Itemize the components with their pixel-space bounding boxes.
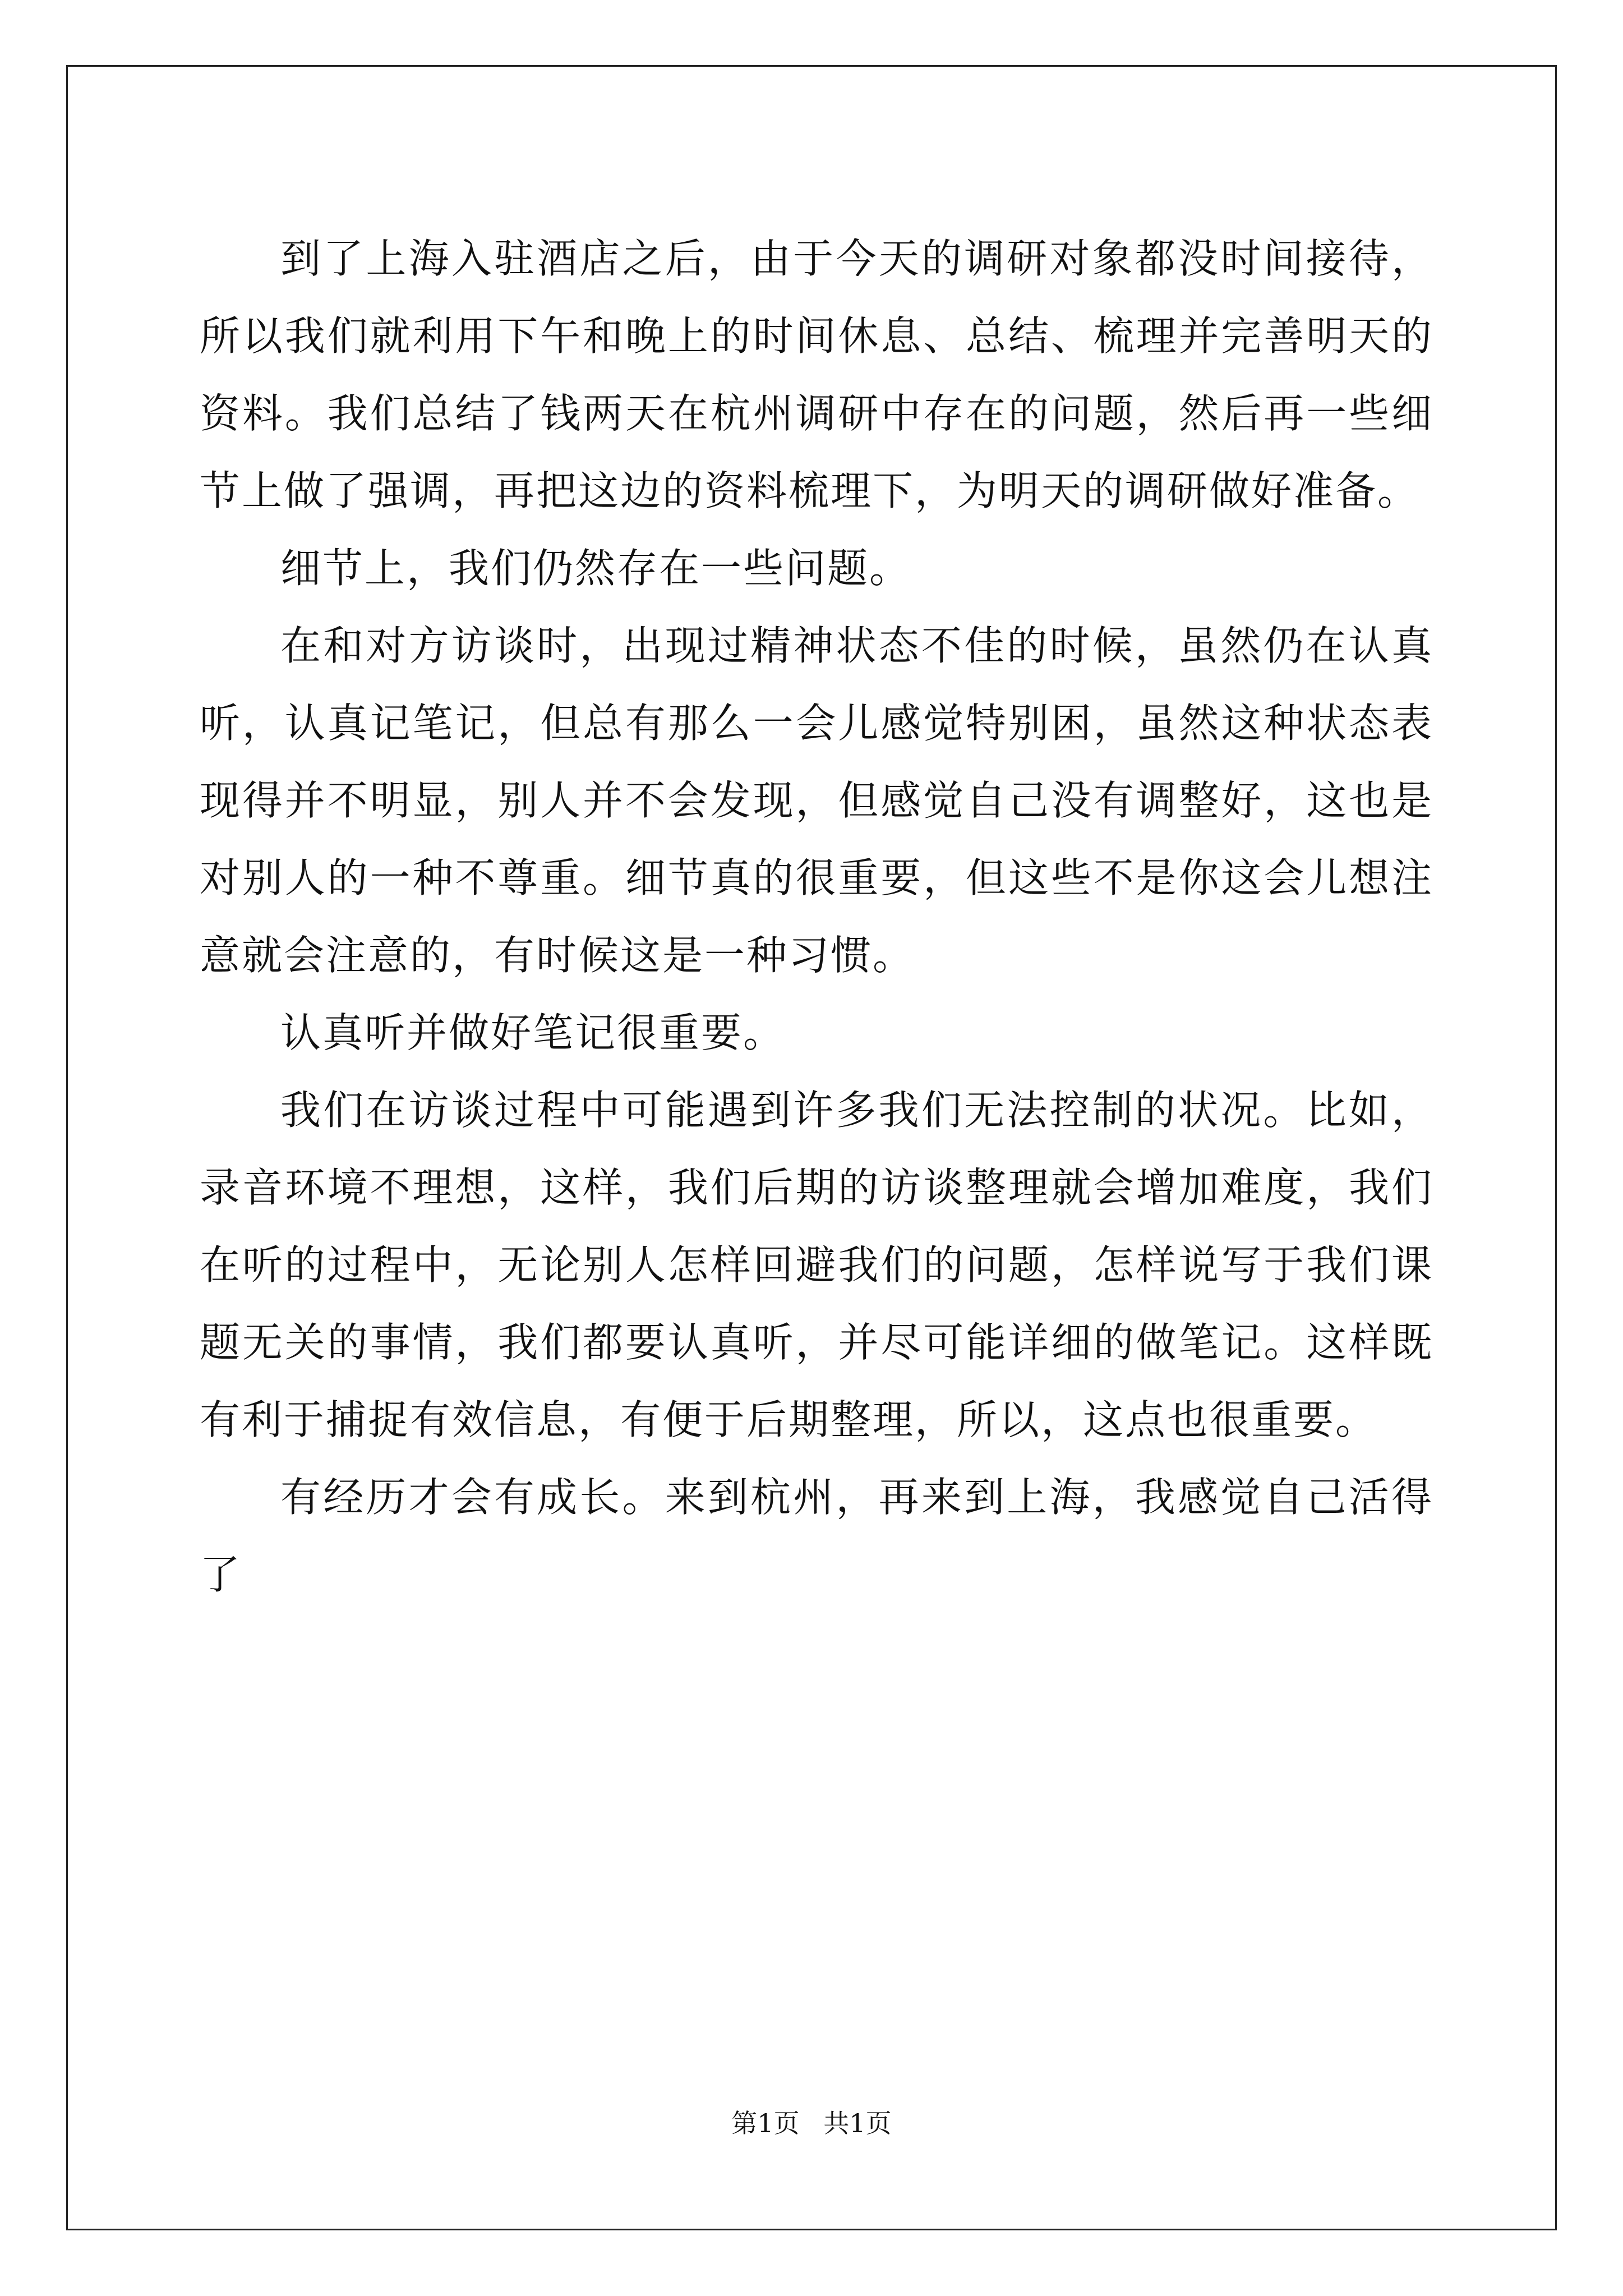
paragraph: 我们在访谈过程中可能遇到许多我们无法控制的状况。比如，录音环境不理想，这样，我们后期的访谈整理就会增加难度，我们在听的过程中，无论别人怎样回避我们的问题，怎样说写于我们课题无关的事情，我们都要认真听，并尽可能详细的做笔记。这样既有利于捕捉有效信息，有便于后期整理，所以，这点也很重要。 [200,1087,1433,1443]
document-body [200,220,1433,1613]
page-number-total: 共1页 [823,2108,892,2138]
page-footer [0,2106,1623,2140]
paragraph: 有经历才会有成长。来到杭州，再来到上海，我感觉自己活得了 [200,1474,1433,1598]
paragraph: 认真听并做好笔记很重要。 [280,1009,786,1056]
paragraph: 细节上，我们仍然存在一些问题。 [280,545,912,592]
page-number-current: 第1页 [731,2108,800,2138]
paragraph: 到了上海入驻酒店之后，由于今天的调研对象都没时间接待，所以我们就利用下午和晚上的时间休息、总结、梳理并完善明天的资料。我们总结了钱两天在杭州调研中存在的问题，然后再一些细节上做了强调，再把这边的资料梳理下，为明天的调研做好准备。 [200,235,1433,514]
paragraph: 在和对方访谈时，出现过精神状态不佳的时候，虽然仍在认真听，认真记笔记，但总有那么一会儿感觉特别困，虽然这种状态表现得并不明显，别人并不会发现，但感觉自己没有调整好，这也是对别人的一种不尊重。细节真的很重要，但这些不是你这会儿想注意就会注意的，有时候这是一种习惯。 [200,622,1433,979]
